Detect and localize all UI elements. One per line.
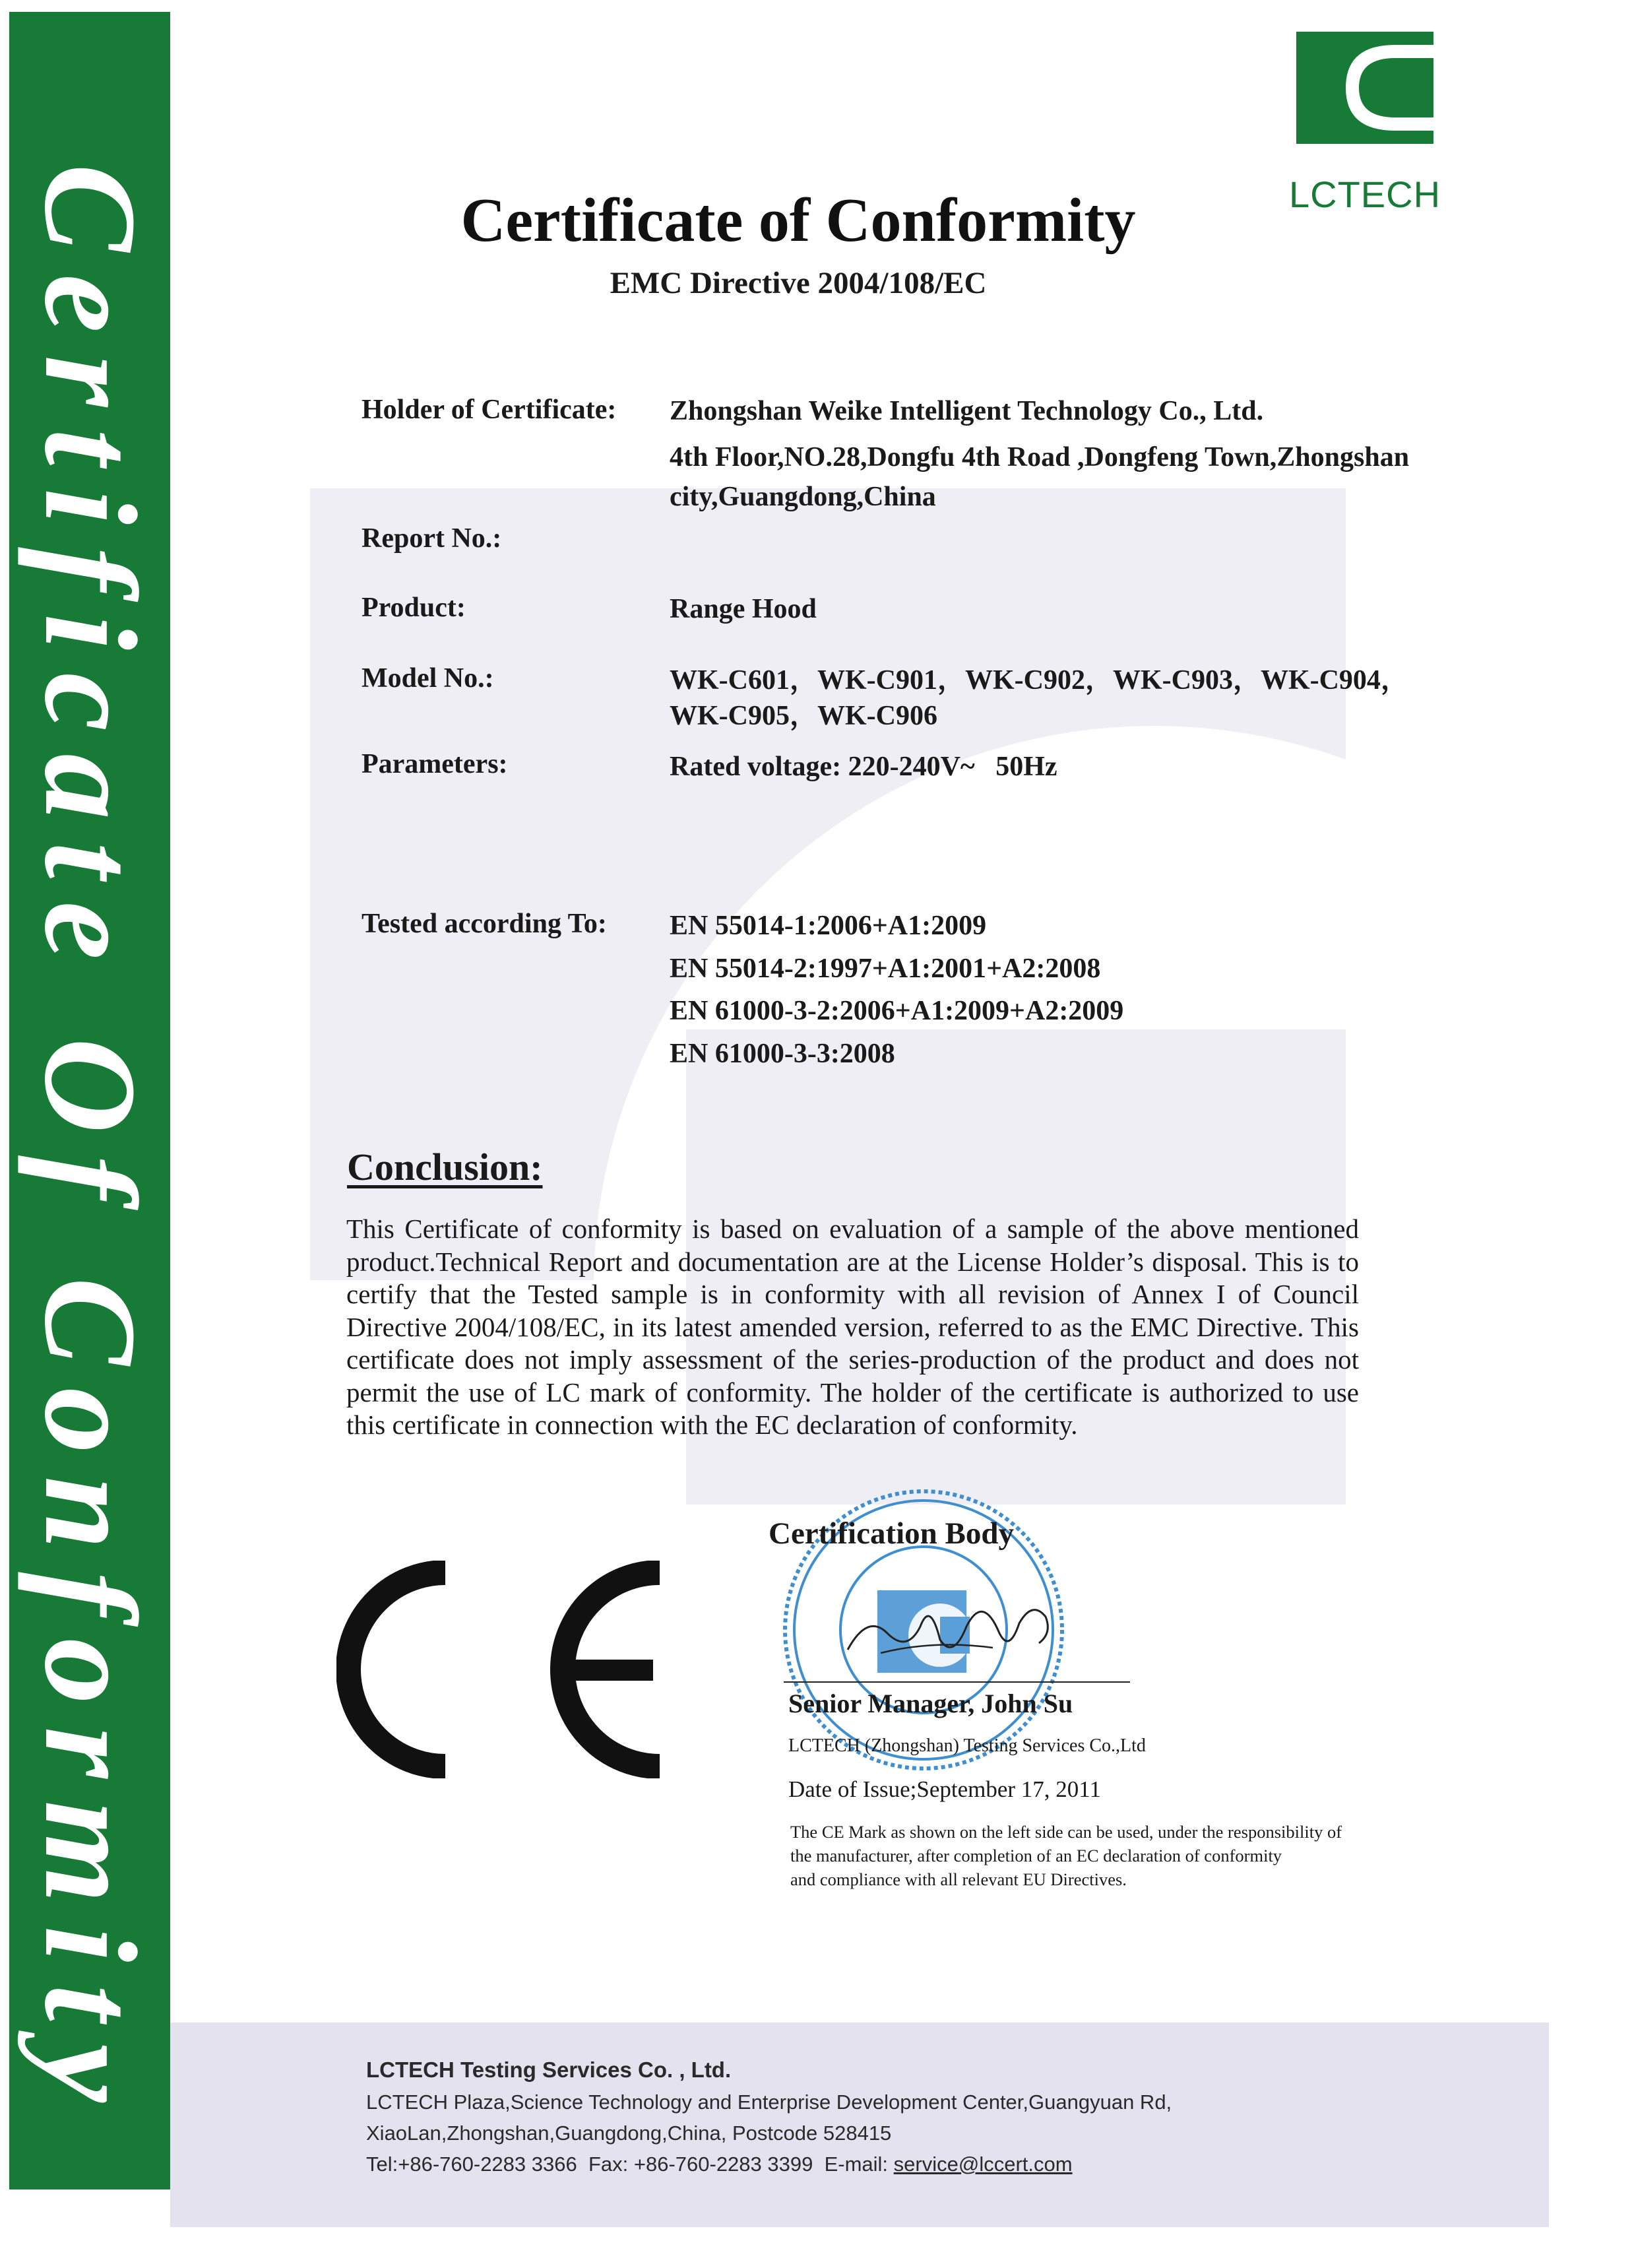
ce-mark-note bbox=[790, 1820, 1463, 1891]
ce-note-line: the manufacturer, after completion of an EC declaration of conformity bbox=[790, 1846, 1282, 1865]
model-line2: WK-C905，WK-C906 bbox=[670, 701, 937, 731]
holder-address-line2: city,Guangdong,China bbox=[670, 482, 936, 512]
footer-contact-text: Tel:+86-760-2283 3366 Fax: +86-760-2283 3399 E-mail: bbox=[366, 2153, 894, 2176]
standard-item: EN 61000-3-3:2008 bbox=[670, 1039, 895, 1069]
signature-line bbox=[784, 1681, 1130, 1683]
signature-icon bbox=[841, 1587, 1059, 1673]
certification-body-label: Certification Body bbox=[769, 1516, 1015, 1551]
report-label: Report No.: bbox=[362, 523, 502, 554]
issue-date: Date of Issue;September 17, 2011 bbox=[788, 1776, 1102, 1802]
ce-mark-icon bbox=[336, 1561, 679, 1778]
side-banner bbox=[9, 12, 170, 2189]
standard-item: EN 55014-2:1997+A1:2001+A2:2008 bbox=[670, 954, 1101, 984]
logo-text: LCTECH bbox=[1288, 174, 1441, 215]
conclusion-text: This Certificate of conformity is based on evaluation of a sample of the above mentioned product.Technical Report and documentation are at the License Holder’s disposal. This is to certify that the Tested sample is in conformity with all revision of Annex I of Council Directive 2004/108/EC, in its latest amended version, referred to as the EMC Directive. This certificate does not imply assessment of the series-production of the product and does not permit the use of LC mark of conformity. The holder of the certificate is authorized to use this certificate in connection with the EC declaration of conformity. bbox=[346, 1214, 1359, 1440]
footer-email-link[interactable]: service@lccert.com bbox=[893, 2153, 1073, 2176]
signer-title: Senior Manager, John Su bbox=[788, 1689, 1073, 1718]
footer-address-line1: LCTECH Plaza,Science Technology and Enterprise Development Center,Guangyuan Rd, bbox=[366, 2090, 1172, 2114]
ce-note-line: and compliance with all relevant EU Directives. bbox=[790, 1869, 1127, 1889]
footer-company: LCTECH Testing Services Co. , Ltd. bbox=[366, 2057, 732, 2082]
certifier-company: LCTECH (Zhongshan) Testing Services Co.,Ltd bbox=[788, 1735, 1146, 1756]
parameters-label: Parameters: bbox=[362, 749, 508, 779]
page-subtitle: EMC Directive 2004/108/EC bbox=[610, 266, 987, 300]
holder-address-line1: 4th Floor,NO.28,Dongfu 4th Road ,Dongfeng Town,Zhongshan bbox=[670, 442, 1410, 472]
footer-contact bbox=[366, 2153, 1073, 2176]
holder-label: Holder of Certificate: bbox=[362, 395, 617, 425]
standard-item: EN 61000-3-2:2006+A1:2009+A2:2009 bbox=[670, 996, 1124, 1026]
product-value: Range Hood bbox=[670, 594, 817, 624]
standard-item: EN 55014-1:2006+A1:2009 bbox=[670, 911, 987, 941]
model-line1: WK-C601，WK-C901，WK-C902，WK-C903，WK-C904， bbox=[670, 665, 1408, 696]
page-title: Certificate of Conformity bbox=[460, 186, 1136, 255]
side-banner-text: Certificate Of Conformity bbox=[17, 164, 163, 2125]
parameters-value: Rated voltage: 220-240V~ 50Hz bbox=[670, 752, 1057, 782]
tested-label: Tested according To: bbox=[362, 909, 607, 939]
ce-note-line: The CE Mark as shown on the left side can be used, under the responsibility of bbox=[790, 1822, 1342, 1842]
footer-address-line2: XiaoLan,Zhongshan,Guangdong,China, Postcode 528415 bbox=[366, 2122, 892, 2145]
conclusion-title: Conclusion: bbox=[347, 1146, 543, 1188]
model-label: Model No.: bbox=[362, 663, 494, 694]
holder-name: Zhongshan Weike Intelligent Technology Co., Ltd. bbox=[670, 396, 1264, 426]
product-label: Product: bbox=[362, 593, 466, 623]
